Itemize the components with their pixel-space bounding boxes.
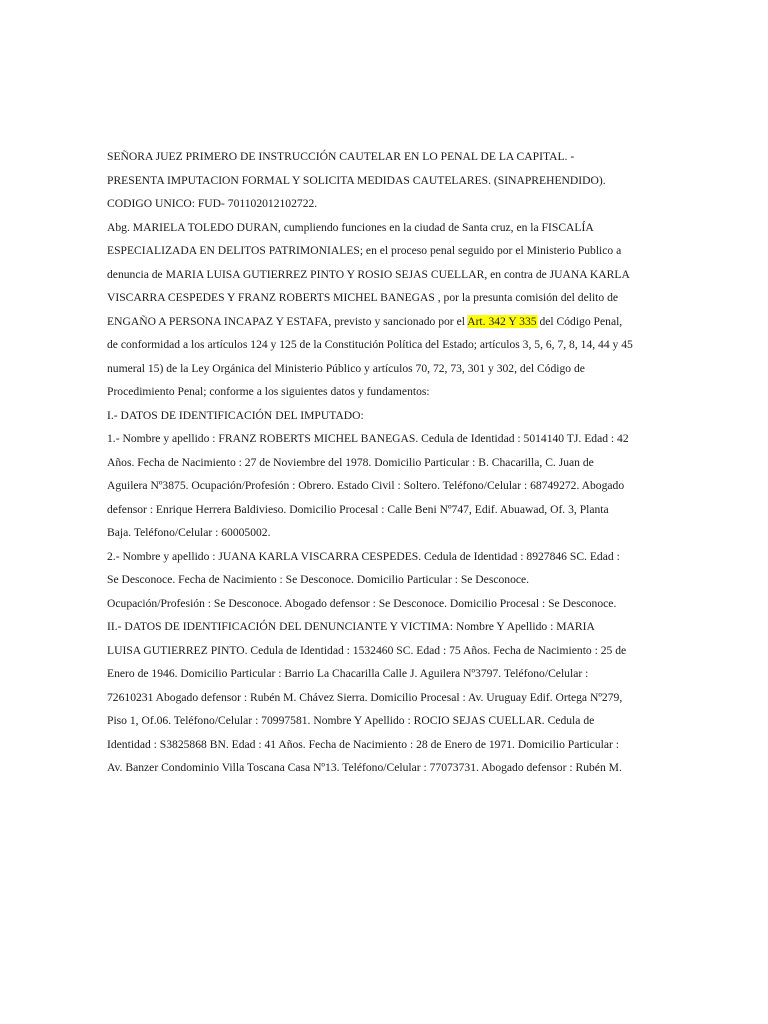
paragraph-line: Procedimiento Penal; conforme a los siguientes datos y fundamentos: <box>107 385 430 398</box>
paragraph-line: Aguilera Nº3875. Ocupación/Profesión : Obrero. Estado Civil : Soltero. Teléfono/Celular : 68749272. Abogado <box>107 479 625 492</box>
section-heading-imputado: I.- DATOS DE IDENTIFICACIÓN DEL IMPUTADO: <box>107 408 364 422</box>
paragraph-line: 72610231 Abogado defensor : Rubén M. Chávez Sierra. Domicilio Procesal : Av. Uruguay Edif. Ortega Nº279, <box>107 690 623 704</box>
line-text-after: del Código Penal, <box>536 314 623 328</box>
paragraph-line: Se Desconoce. Fecha de Nacimiento : Se Desconoce. Domicilio Particular : Se Desconoce. <box>107 573 530 586</box>
paragraph-line: 2.- Nombre y apellido : JUANA KARLA VISCARRA CESPEDES. Cedula de Identidad : 8927846 SC. Edad : <box>107 549 620 563</box>
document-body <box>107 145 667 780</box>
heading-line-1: SEÑORA JUEZ PRIMERO DE INSTRUCCIÓN CAUTELAR EN LO PENAL DE LA CAPITAL. - <box>107 150 575 163</box>
paragraph-line: defensor : Enrique Herrera Baldivieso. Domicilio Procesal : Calle Beni Nº747, Edif. Abuawad, Of. 3, Planta <box>107 502 609 516</box>
paragraph-line: Piso 1, Of.06. Teléfono/Celular : 70997581. Nombre Y Apellido : ROCIO SEJAS CUELLAR. Cedula de <box>107 714 595 727</box>
paragraph-line: Enero de 1946. Domicilio Particular : Barrio La Chacarilla Calle J. Aguilera Nº3797. Teléfono/Celular : <box>107 667 589 680</box>
paragraph-line: denuncia de MARIA LUISA GUTIERREZ PINTO Y ROSIO SEJAS CUELLAR, en contra de JUANA KARLA <box>107 267 630 281</box>
case-code-line: CODIGO UNICO: FUD- 701102012102722. <box>107 197 318 210</box>
paragraph-line: Av. Banzer Condominio Villa Toscana Casa Nº13. Teléfono/Celular : 77073731. Abogado defensor : Rubén M. <box>107 761 622 774</box>
line-text-before: ENGAÑO A PERSONA INCAPAZ Y ESTAFA, previsto y sancionado por el <box>107 314 468 328</box>
paragraph-line: 1.- Nombre y apellido : FRANZ ROBERTS MICHEL BANEGAS. Cedula de Identidad : 5014140 TJ. Edad : 42 <box>107 432 629 445</box>
section-heading-denunciante: II.- DATOS DE IDENTIFICACIÓN DEL DENUNCIANTE Y VICTIMA: Nombre Y Apellido : MARIA <box>107 620 595 633</box>
paragraph-line: de conformidad a los artículos 124 y 125 de la Constitución Política del Estado; artículos 3, 5, 6, 7, 8, 14, 44 y 45 <box>107 338 633 351</box>
heading-line-2: PRESENTA IMPUTACION FORMAL Y SOLICITA MEDIDAS CAUTELARES. (SINAPREHENDIDO). <box>107 173 606 187</box>
paragraph-line: ESPECIALIZADA EN DELITOS PATRIMONIALES; en el proceso penal seguido por el Ministerio Publico a <box>107 244 622 257</box>
paragraph-line: Ocupación/Profesión : Se Desconoce. Abogado defensor : Se Desconoce. Domicilio Procesal : Se Desconoce. <box>107 596 617 610</box>
paragraph-line-with-highlight <box>107 310 667 334</box>
paragraph-line: LUISA GUTIERREZ PINTO. Cedula de Identidad : 1532460 SC. Edad : 75 Años. Fecha de Nacimiento : 25 de <box>107 643 627 657</box>
paragraph-line: Baja. Teléfono/Celular : 60005002. <box>107 526 271 539</box>
paragraph-line: VISCARRA CESPEDES Y FRANZ ROBERTS MICHEL BANEGAS , por la presunta comisión del delito de <box>107 291 619 304</box>
highlighted-article-reference: Art. 342 Y 335 <box>467 314 537 328</box>
paragraph-line: Abg. MARIELA TOLEDO DURAN, cumpliendo funciones en la ciudad de Santa cruz, en la FISCALÍA <box>107 220 594 234</box>
paragraph-line: numeral 15) de la Ley Orgánica del Ministerio Público y artículos 70, 72, 73, 301 y 302, del Código de <box>107 361 585 375</box>
paragraph-line: Identidad : S3825868 BN. Edad : 41 Años. Fecha de Nacimiento : 28 de Enero de 1971. Domicilio Particular : <box>107 737 619 751</box>
paragraph-line: Años. Fecha de Nacimiento : 27 de Noviembre del 1978. Domicilio Particular : B. Chacarilla, C. Juan de <box>107 455 594 469</box>
